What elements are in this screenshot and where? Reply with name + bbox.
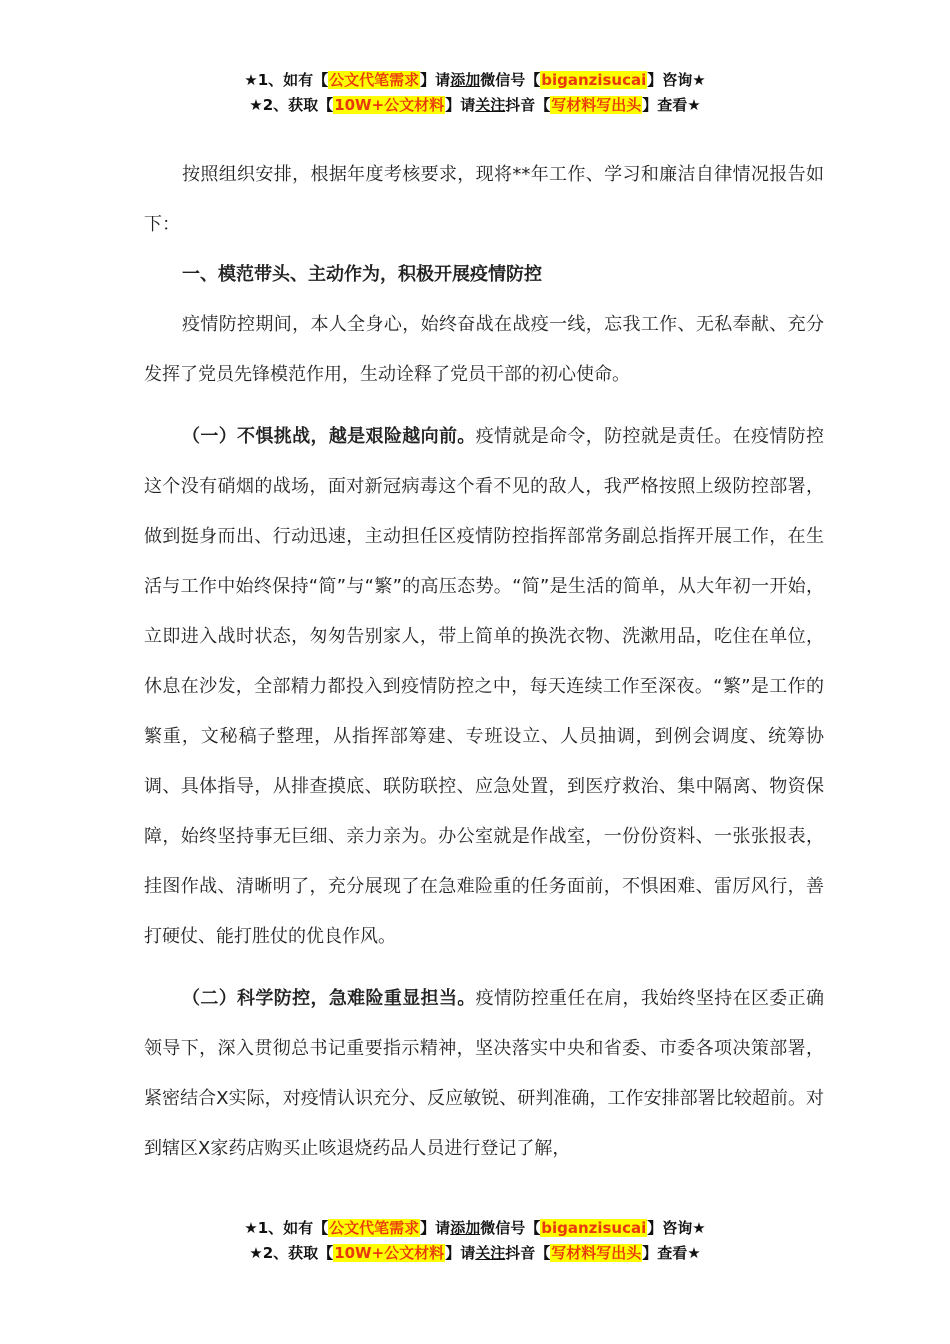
banner-text: 微信号【 (480, 71, 541, 89)
banner-text: 】请 (420, 71, 451, 89)
banner-text: ★2、获取【 (249, 1244, 334, 1262)
banner-text: 】查看★ (642, 96, 701, 114)
banner-line-2 (0, 1241, 950, 1266)
section-1-heading: 一、模范带头、主动作为，积极开展疫情防控 (182, 264, 542, 285)
banner-highlight: 公文代笔需求 (329, 1219, 420, 1237)
banner-text: ★1、如有【 (244, 71, 329, 89)
banner-highlight: 写材料写出头 (551, 96, 642, 114)
banner-text: ★2、获取【 (249, 96, 334, 114)
banner-text: 】查看★ (642, 1244, 701, 1262)
footer-banner (0, 1216, 950, 1266)
header-banner (0, 68, 950, 118)
banner-underline: 添加 (450, 1219, 481, 1237)
subsection-1-text: 疫情就是命令，防控就是责任。在疫情防控这个没有硝烟的战场，面对新冠病毒这个看不见的敌人，我严格按照上级防控部署，做到挺身而出、行动迅速，主动担任区疫情防控指挥部常务副总指挥开展工作，在生活与工作中始终保持“简”与“繁”的高压态势。“简”是生活的简单，从大年初一开始，立即进入战时状态，匆匆告别家人，带上简单的换洗衣物、洗漱用品，吃住在单位，休息在沙发，全部精力都投入到疫情防控之中，每天连续工作至深夜。“繁”是工作的繁重，文秘稿子整理，从指挥部筹建、专班设立、人员抽调，到例会调度、统筹协调、具体指导，从排查摸底、联防联控、应急处置，到医疗救治、集中隔离、物资保障，始终坚持事无巨细、亲力亲为。办公室就是作战室，一份份资料、一张张报表，挂图作战、清晰明了，充分展现了在急难险重的任务面前，不惧困难、雷厉风行，善打硬仗、能打胜仗的优良作风。 (144, 426, 825, 947)
document-body (144, 150, 824, 1174)
banner-underline: 添加 (450, 71, 481, 89)
banner-highlight: 写材料写出头 (551, 1244, 642, 1262)
subsection-2-heading: （二）科学防控，急难险重显担当。 (182, 988, 476, 1009)
intro-paragraph: 按照组织安排，根据年度考核要求，现将**年工作、学习和廉洁自律情况报告如下： (144, 164, 824, 235)
subsection-2-text: 疫情防控重任在肩，我始终坚持在区委正确领导下，深入贯彻总书记重要指示精神，坚决落实中央和省委、市委各项决策部署，紧密结合X实际，对疫情认识充分、反应敏锐、研判准确，工作安排部署比较超前。对到辖区X家药店购买止咳退烧药品人员进行登记了解， (144, 988, 825, 1159)
subsection-1-paragraph (144, 412, 824, 962)
subsection-2-paragraph (144, 974, 824, 1174)
banner-text: 】咨询★ (647, 71, 706, 89)
banner-highlight: 10W+公文材料 (334, 1244, 445, 1262)
banner-text: 】请 (445, 1244, 476, 1262)
banner-highlight: biganzisucai (541, 1219, 647, 1237)
banner-underline: 关注 (475, 1244, 506, 1262)
banner-text: 微信号【 (480, 1219, 541, 1237)
banner-highlight: 10W+公文材料 (334, 96, 445, 114)
subsection-1-heading: （一）不惧挑战，越是艰险越向前。 (182, 426, 476, 447)
banner-text: 抖音【 (505, 96, 551, 114)
banner-underline: 关注 (475, 96, 506, 114)
banner-text: 】请 (445, 96, 476, 114)
banner-line-2 (0, 93, 950, 118)
section-1-paragraph: 疫情防控期间，本人全身心，始终奋战在战疫一线，忘我工作、无私奉献、充分发挥了党员先锋模范作用，生动诠释了党员干部的初心使命。 (144, 314, 824, 385)
banner-text: 】咨询★ (647, 1219, 706, 1237)
banner-text: 抖音【 (505, 1244, 551, 1262)
banner-line-1 (0, 1216, 950, 1241)
banner-line-1 (0, 68, 950, 93)
banner-highlight: 公文代笔需求 (329, 71, 420, 89)
banner-highlight: biganzisucai (541, 71, 647, 89)
banner-text: 】请 (420, 1219, 451, 1237)
banner-text: ★1、如有【 (244, 1219, 329, 1237)
